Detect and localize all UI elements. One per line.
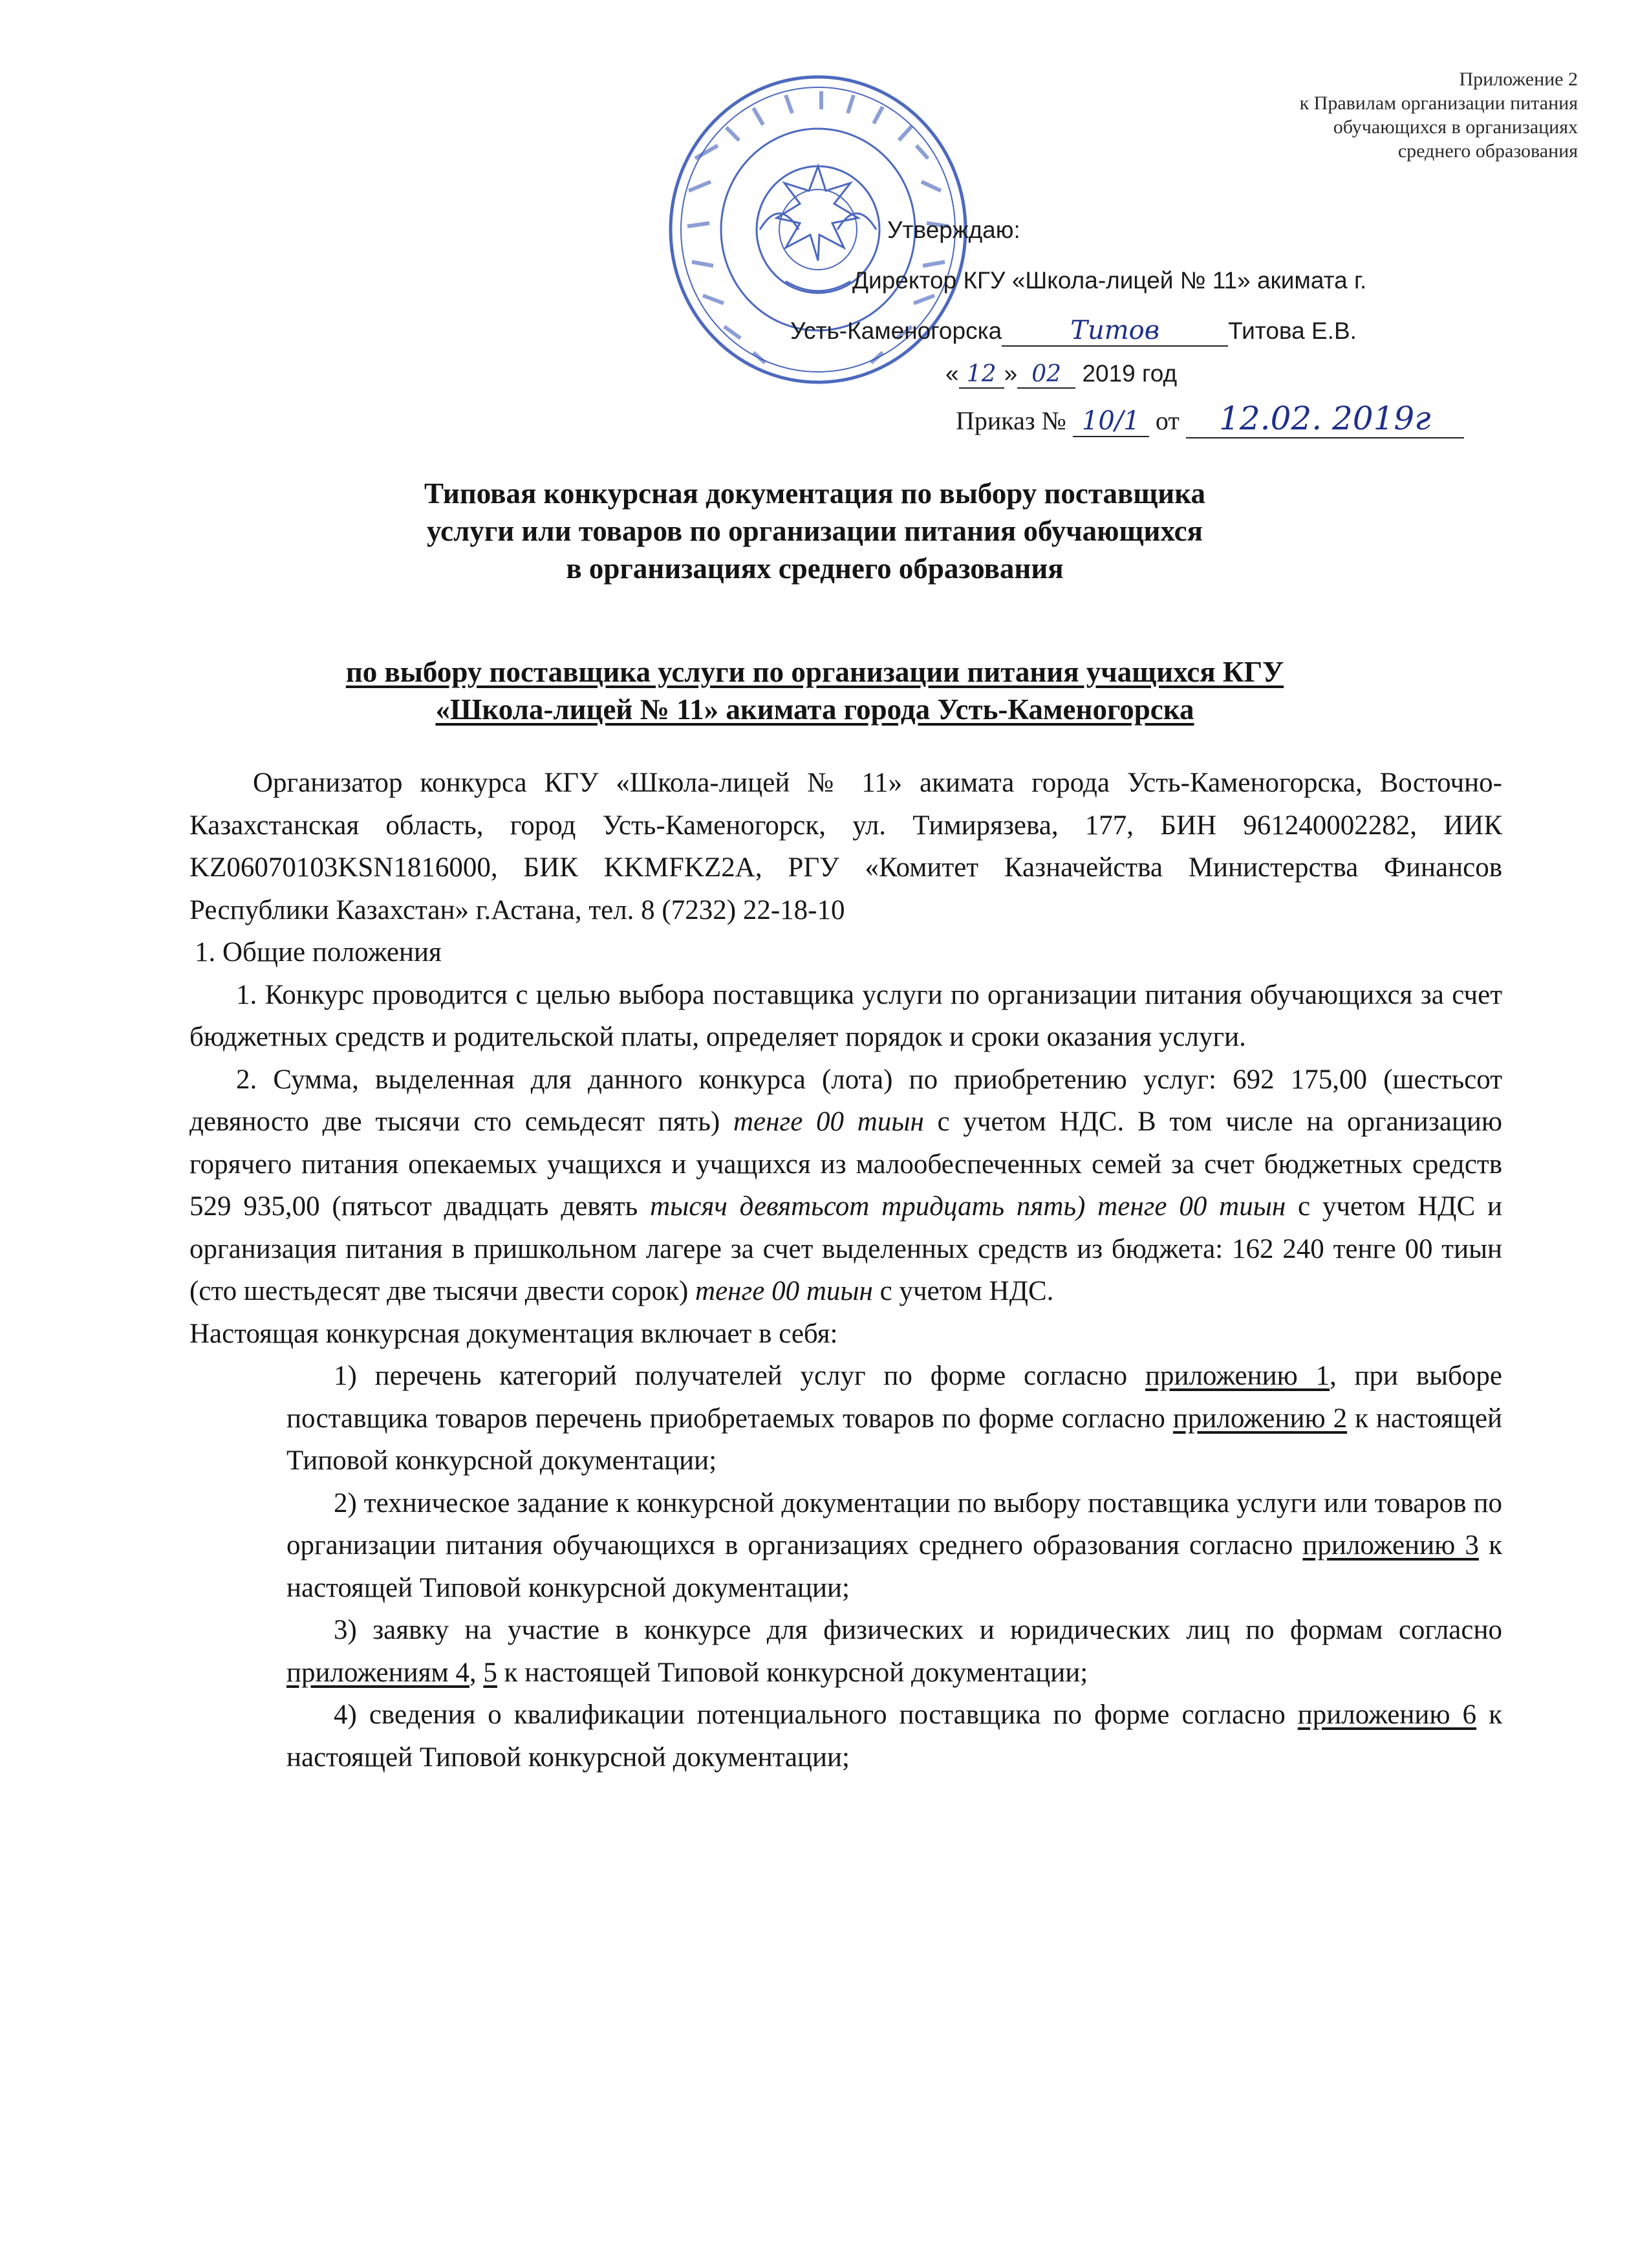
signature-line bbox=[790, 316, 1357, 347]
approval-date bbox=[945, 360, 1177, 389]
annex-2-link[interactable]: приложению 2 bbox=[1172, 1403, 1348, 1434]
list-item-2: 2) техническое задание к конкурсной документации по выбору поставщика услуги или товаров по организации питания обучающихся в организациях среднего образования согласно приложению 3 к настоящей Типовой конкурсной документации; bbox=[286, 1487, 1502, 1603]
date-open-quote: « bbox=[945, 360, 959, 387]
order-date: 12.02. 2019г bbox=[1219, 400, 1431, 437]
order-label: Приказ № bbox=[956, 406, 1066, 435]
annex-1-link[interactable]: приложению 1 bbox=[1145, 1361, 1330, 1391]
title-line-1: Типовая конкурсная документация по выбору поставщика bbox=[424, 477, 1205, 510]
list-item-4: 4) сведения о квалификации потенциального поставщика по форме согласно приложению 6 к настоящей Типовой конкурсной документации; bbox=[286, 1700, 1502, 1773]
list-item-3: 3) заявку на участие в конкурсе для физических и юридических лиц по формам согласно приложениям 4, 5 к настоящей Типовой конкурсной документации; bbox=[286, 1615, 1502, 1688]
annex-reference bbox=[1112, 67, 1578, 163]
order-line bbox=[956, 400, 1464, 438]
date-year: 2019 год bbox=[1082, 360, 1178, 387]
document-title bbox=[129, 475, 1500, 587]
order-from: от bbox=[1155, 406, 1180, 435]
annex-3-link[interactable]: приложению 3 bbox=[1302, 1530, 1479, 1561]
document-body bbox=[189, 762, 1502, 1778]
annex-line-4: среднего образования bbox=[1397, 140, 1578, 162]
annex-line-2: к Правилам организации питания bbox=[1299, 92, 1578, 114]
paragraph-1: 1. Конкурс проводится с целью выбора поставщика услуги по организации питания обучающихся за счет бюджетных средств и родительской платы, определяет порядок и сроки оказания услуги. bbox=[189, 979, 1502, 1052]
date-month: 02 bbox=[1031, 361, 1062, 387]
annex-4-link[interactable]: приложениям 4 bbox=[286, 1657, 469, 1688]
title-line-3: в организациях среднего образования bbox=[566, 552, 1064, 585]
signatory-name: Титова Е.В. bbox=[1228, 318, 1357, 344]
approval-label: Утверждаю: bbox=[887, 217, 1020, 243]
section-heading: 1. Общие положения bbox=[195, 937, 442, 967]
signature-field bbox=[1002, 316, 1228, 347]
organizer-paragraph: Организатор конкурса КГУ «Школа-лицей № 11» акимата города Усть-Каменогорска, Восточно-Казахстанская область, город Усть-Каменогорск, ул. Тимирязева, 177, БИН 961240002282, ИИК KZ06070103KSN1816000, БИК KKMFKZ2A, РГУ «Комитет Казначейства Министерства Финансов Республики Казахстан» г.Астана, тел. 8 (7232) 22-18-10 bbox=[189, 768, 1502, 925]
date-close-quote: » bbox=[1004, 360, 1018, 387]
annex-5-link[interactable]: 5 bbox=[483, 1657, 497, 1688]
subtitle-line-1: по выбору поставщика услуги по организации питания учащихся КГУ bbox=[345, 656, 1284, 688]
handwritten-signature: Титов bbox=[1070, 316, 1160, 345]
includes-intro: Настоящая конкурсная документация включает в себя: bbox=[189, 1318, 838, 1349]
document-subtitle bbox=[129, 653, 1500, 728]
director-line: Директор КГУ «Школа-лицей № 11» акимата г. bbox=[852, 267, 1367, 294]
subtitle-line-2: «Школа-лицей № 11» акимата города Усть-Каменогорска bbox=[435, 693, 1194, 726]
title-line-2: услуги или товаров по организации питания обучающихся bbox=[426, 515, 1203, 547]
city-label: Усть-Каменогорска bbox=[790, 318, 1002, 344]
order-number: 10/1 bbox=[1081, 406, 1140, 436]
date-day: 12 bbox=[966, 361, 997, 387]
annex-line-1: Приложение 2 bbox=[1459, 69, 1578, 90]
paragraph-2: 2. Сумма, выделенная для данного конкурса (лота) по приобретению услуг: 692 175,00 (шестьсот девяносто две тысячи сто семьдесят пять) тенге 00 тиын с учетом НДС. В том числе на организацию горячего питания опекаемых учащихся и учащихся из малообеспеченных семей за счет бюджетных средств 529 935,00 (пятьсот двадцать девять тысяч девятьсот тридцать пять) тенге 00 тиын с учетом НДС и организация питания в пришкольном лагере за счет выделенных средств из бюджета: 162 240 тенге 00 тиын (сто шестьдесят две тысячи двести сорок) тенге 00 тиын с учетом НДС. bbox=[189, 1064, 1502, 1306]
annex-6-link[interactable]: приложению 6 bbox=[1297, 1700, 1477, 1730]
list-item-1: 1) перечень категорий получателей услуг по форме согласно приложению 1, при выборе поставщика товаров перечень приобретаемых товаров по форме согласно приложению 2 к настоящей Типовой конкурсной документации; bbox=[286, 1361, 1502, 1476]
annex-line-3: обучающихся в организациях bbox=[1333, 116, 1578, 138]
